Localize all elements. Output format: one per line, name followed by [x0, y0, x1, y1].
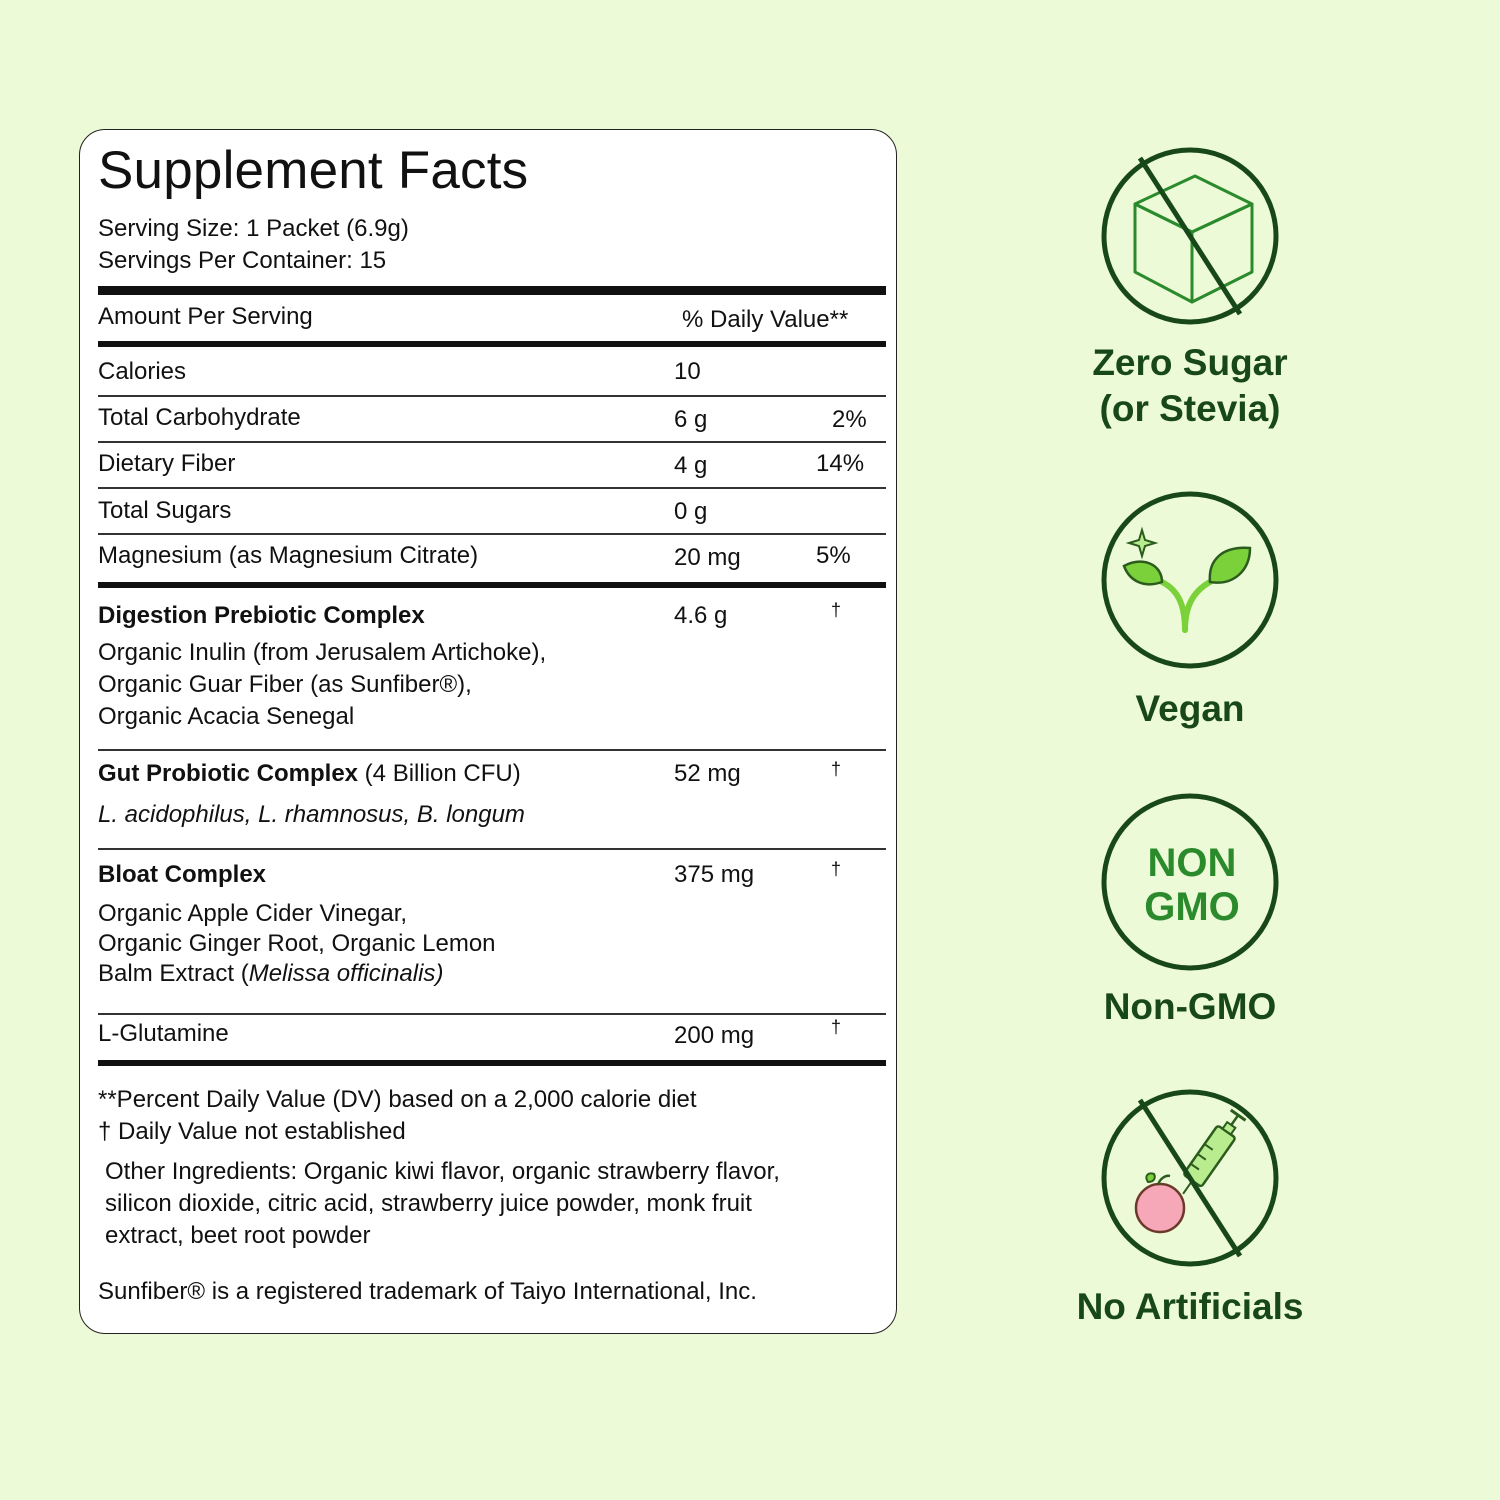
other-ingredients: Other Ingredients: Organic kiwi flavor, organic strawberry flavor, silicon dioxide, citric acid, strawberry juice powder, monk fruit extract, beet root powder	[105, 1158, 780, 1249]
vegan-sprout-icon	[1100, 490, 1280, 670]
row-magnesium-amount: 20 mg	[674, 544, 741, 571]
rule-header	[98, 341, 886, 347]
supplement-facts-panel	[79, 129, 897, 1334]
badge-no-artificials-label: No Artificials	[1076, 1286, 1304, 1327]
non-gmo-icon-text-2: GMO	[1144, 885, 1240, 929]
blend-probiotic-name: Gut Probiotic Complex	[98, 760, 359, 787]
rule-row	[98, 395, 886, 397]
blend-digestion-line: Organic Inulin (from Jerusalem Artichoke),	[98, 639, 547, 666]
row-sugars-name: Total Sugars	[98, 497, 232, 524]
no-artificials-syringe-peach-icon	[1100, 1088, 1280, 1268]
row-glutamine-amount: 200 mg	[674, 1022, 755, 1049]
row-fiber-amount: 4 g	[674, 452, 708, 479]
blend-digestion-amount: 4.6 g	[674, 602, 728, 629]
blend-bloat-latin-name: Melissa officinalis	[248, 960, 436, 987]
rule-blends	[98, 582, 886, 588]
row-magnesium-dv: 5%	[816, 542, 851, 569]
row-carb-amount: 6 g	[674, 406, 708, 433]
no-sugar-cube-icon	[1100, 146, 1280, 326]
serving-size: Serving Size: 1 Packet (6.9g)	[98, 215, 409, 242]
badge-zero-sugar-line1: Zero Sugar	[1092, 342, 1288, 383]
blend-bloat-line: Organic Apple Cider Vinegar,	[98, 900, 408, 927]
badge-non-gmo-label: Non-GMO	[1103, 986, 1277, 1027]
blend-probiotic-strains: L. acidophilus, L. rhamnosus, B. longum	[98, 801, 525, 828]
row-glutamine-name: L-Glutamine	[98, 1020, 229, 1047]
row-calories-amount: 10	[674, 358, 701, 385]
rule-row	[98, 749, 886, 751]
blend-digestion-name: Digestion Prebiotic Complex	[98, 602, 425, 629]
blend-bloat-name: Bloat Complex	[98, 861, 267, 888]
rule-row	[98, 533, 886, 535]
blend-bloat-dv: †	[831, 859, 842, 879]
row-carb-dv: 2%	[832, 406, 867, 433]
blend-bloat-line: Organic Ginger Root, Organic Lemon	[98, 930, 496, 957]
footnote-daily-value: **Percent Daily Value (DV) based on a 2,000 calorie diet	[98, 1086, 697, 1113]
amount-per-serving-header: Amount Per Serving	[98, 303, 313, 330]
daily-value-header: % Daily Value**	[682, 306, 849, 333]
panel-title: Supplement Facts	[98, 141, 529, 200]
servings-per-container: Servings Per Container: 15	[98, 247, 387, 274]
badge-vegan-label: Vegan	[1135, 688, 1245, 729]
blend-bloat-line-start: Balm Extract	[98, 960, 241, 987]
rule-row	[98, 441, 886, 443]
rule-row	[98, 487, 886, 489]
footnote-dagger: † Daily Value not established	[98, 1118, 406, 1145]
row-fiber-name: Dietary Fiber	[98, 450, 236, 477]
blend-probiotic-heading	[98, 760, 521, 788]
blend-bloat-amount: 375 mg	[674, 861, 755, 888]
rule-bottom	[98, 1060, 886, 1066]
row-calories-name: Calories	[98, 358, 187, 385]
rule-thick-top	[98, 286, 886, 295]
blend-digestion-line: Organic Acacia Senegal	[98, 703, 355, 730]
rule-row	[98, 1013, 886, 1015]
blend-digestion-dv: †	[831, 600, 842, 620]
row-carb-name: Total Carbohydrate	[98, 404, 301, 431]
blend-probiotic-suffix: (4 Billion CFU)	[358, 760, 521, 787]
row-magnesium-name: Magnesium (as Magnesium Citrate)	[98, 542, 479, 569]
blend-bloat-line: Balm Extract (Melissa officinalis)	[98, 960, 444, 987]
row-fiber-dv: 14%	[816, 450, 865, 477]
non-gmo-icon	[1100, 792, 1280, 972]
non-gmo-icon-text-1: NON	[1147, 841, 1237, 885]
row-glutamine-dv: †	[831, 1017, 842, 1037]
blend-digestion-line: Organic Guar Fiber (as Sunfiber®),	[98, 671, 472, 698]
rule-row	[98, 848, 886, 850]
badge-zero-sugar-line2: (or Stevia)	[1099, 388, 1281, 429]
row-sugars-amount: 0 g	[674, 498, 708, 525]
blend-probiotic-amount: 52 mg	[674, 760, 741, 787]
blend-probiotic-dv: †	[831, 759, 842, 779]
badge-zero-sugar-label	[990, 340, 1390, 432]
trademark-notice: Sunfiber® is a registered trademark of Taiyo International, Inc.	[98, 1278, 757, 1305]
